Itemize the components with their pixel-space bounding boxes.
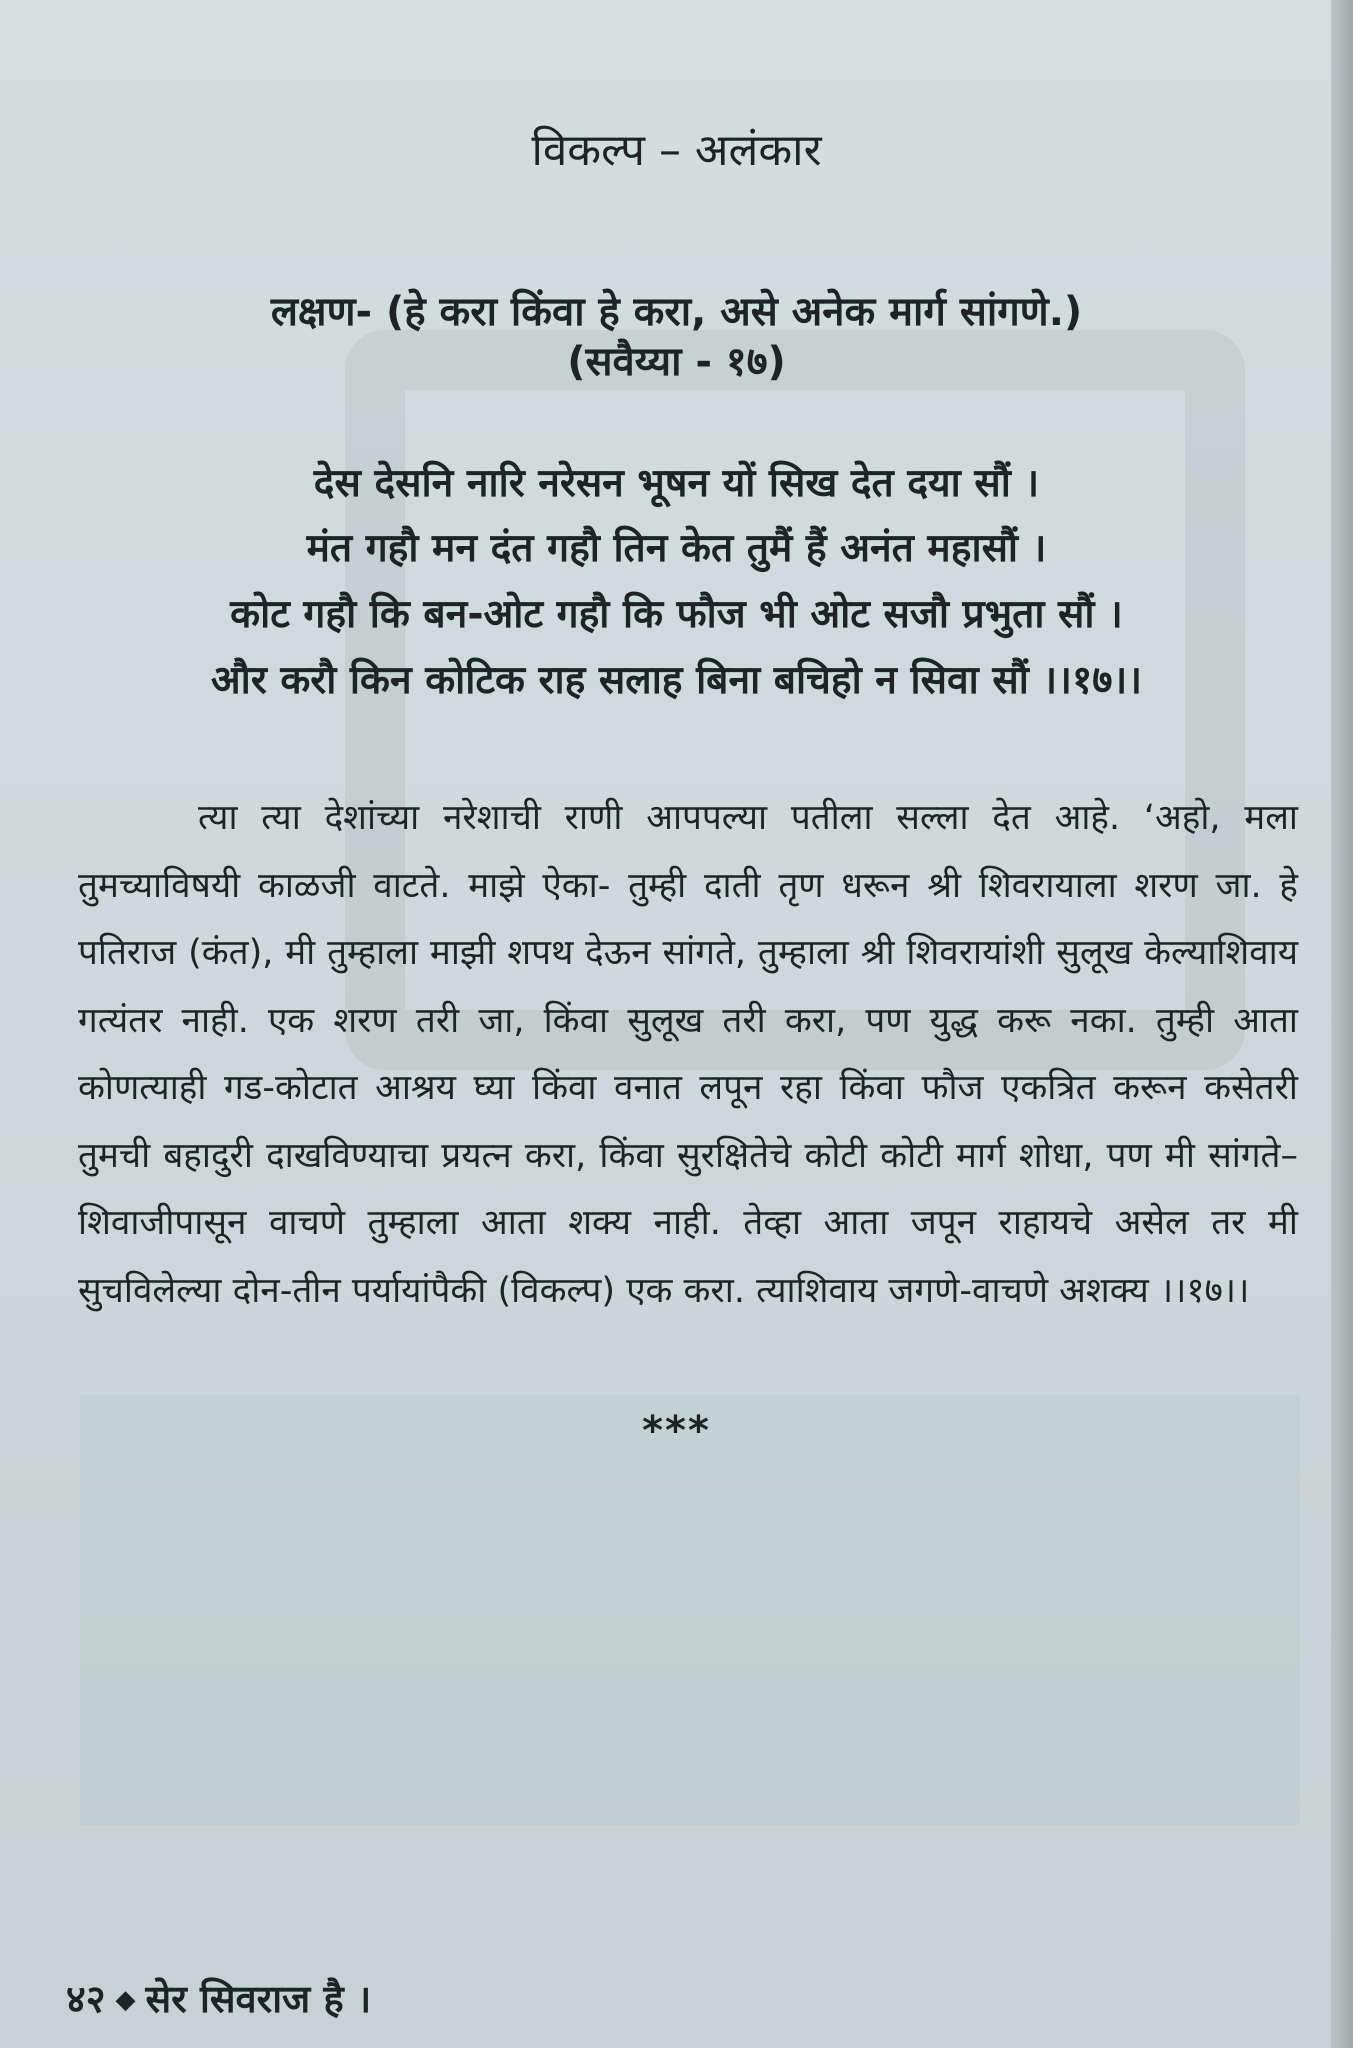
page-footer <box>66 1972 371 2024</box>
definition-line: लक्षण- (हे करा किंवा हे करा, असे अनेक मार्ग सांगणे.) <box>270 289 1083 335</box>
commentary-text: त्या त्या देशांच्या नरेशाची राणी आपपल्या पतीला सल्ला देत आहे. ‘अहो, मला तुमच्याविषयी काळजी वाटते. माझे ऐका- तुम्ही दाती तृण धरून श्री शिवरायाला शरण जा. हे पतिराज (कंत), मी तुम्हाला माझी शपथ देऊन सांगते, तुम्हाला श्री शिवरायांशी सुलूख केल्याशिवाय गत्यंतर नाही. एक शरण तरी जा, किंवा सुलूख तरी करा, पण युद्ध करू नका. तुम्ही आता कोणत्याही गड-कोटात आश्रय घ्या किंवा वनात लपून रहा किंवा फौज एकत्रित करून कसेतरी तुमची बहादुरी दाखविण्याचा प्रयत्न करा, किंवा सुरक्षितेचे कोटी कोटी मार्ग शोधा, पण मी सांगते– शिवाजीपासून वाचणे तुम्हाला आता शक्य नाही. तेव्हा आता जपून राहायचे असेल तर मी सुचविलेल्या दोन-तीन पर्यायांपैकी (विकल्प) एक करा. त्याशिवाय जगणे-वाचणे अशक्य ।।१७।। <box>78 798 1298 1311</box>
diamond-icon: ◆ <box>115 1985 136 2015</box>
page-number: ४२ <box>66 1977 106 2021</box>
commentary-paragraph <box>78 785 1298 1325</box>
show-through-text <box>80 1395 1300 1825</box>
verse-line: देस देसनि नारि नरेसन भूषन यों सिख देत दया सौं । <box>313 461 1040 506</box>
verse-line: मंत गहौ मन दंत गहौ तिन केत तुमैं हैं अनंत महासौं । <box>306 526 1047 571</box>
verse-line: और करौ किन कोटिक राह सलाह बिना बचिहो न सिवा सौं ।।१७।। <box>210 658 1143 703</box>
book-title: सेर सिवराज है । <box>145 1977 372 2021</box>
section-separator: *** <box>642 1408 711 1454</box>
meter-label: (सवैय्या - १७) <box>567 339 786 385</box>
verse-line: कोट गहौ कि बन-ओट गहौ कि फौज भी ओट सजौ प्रभुता सौं । <box>230 592 1123 637</box>
page-edge <box>1331 0 1353 2048</box>
page-title: विकल्प – अलंकार <box>531 125 822 176</box>
